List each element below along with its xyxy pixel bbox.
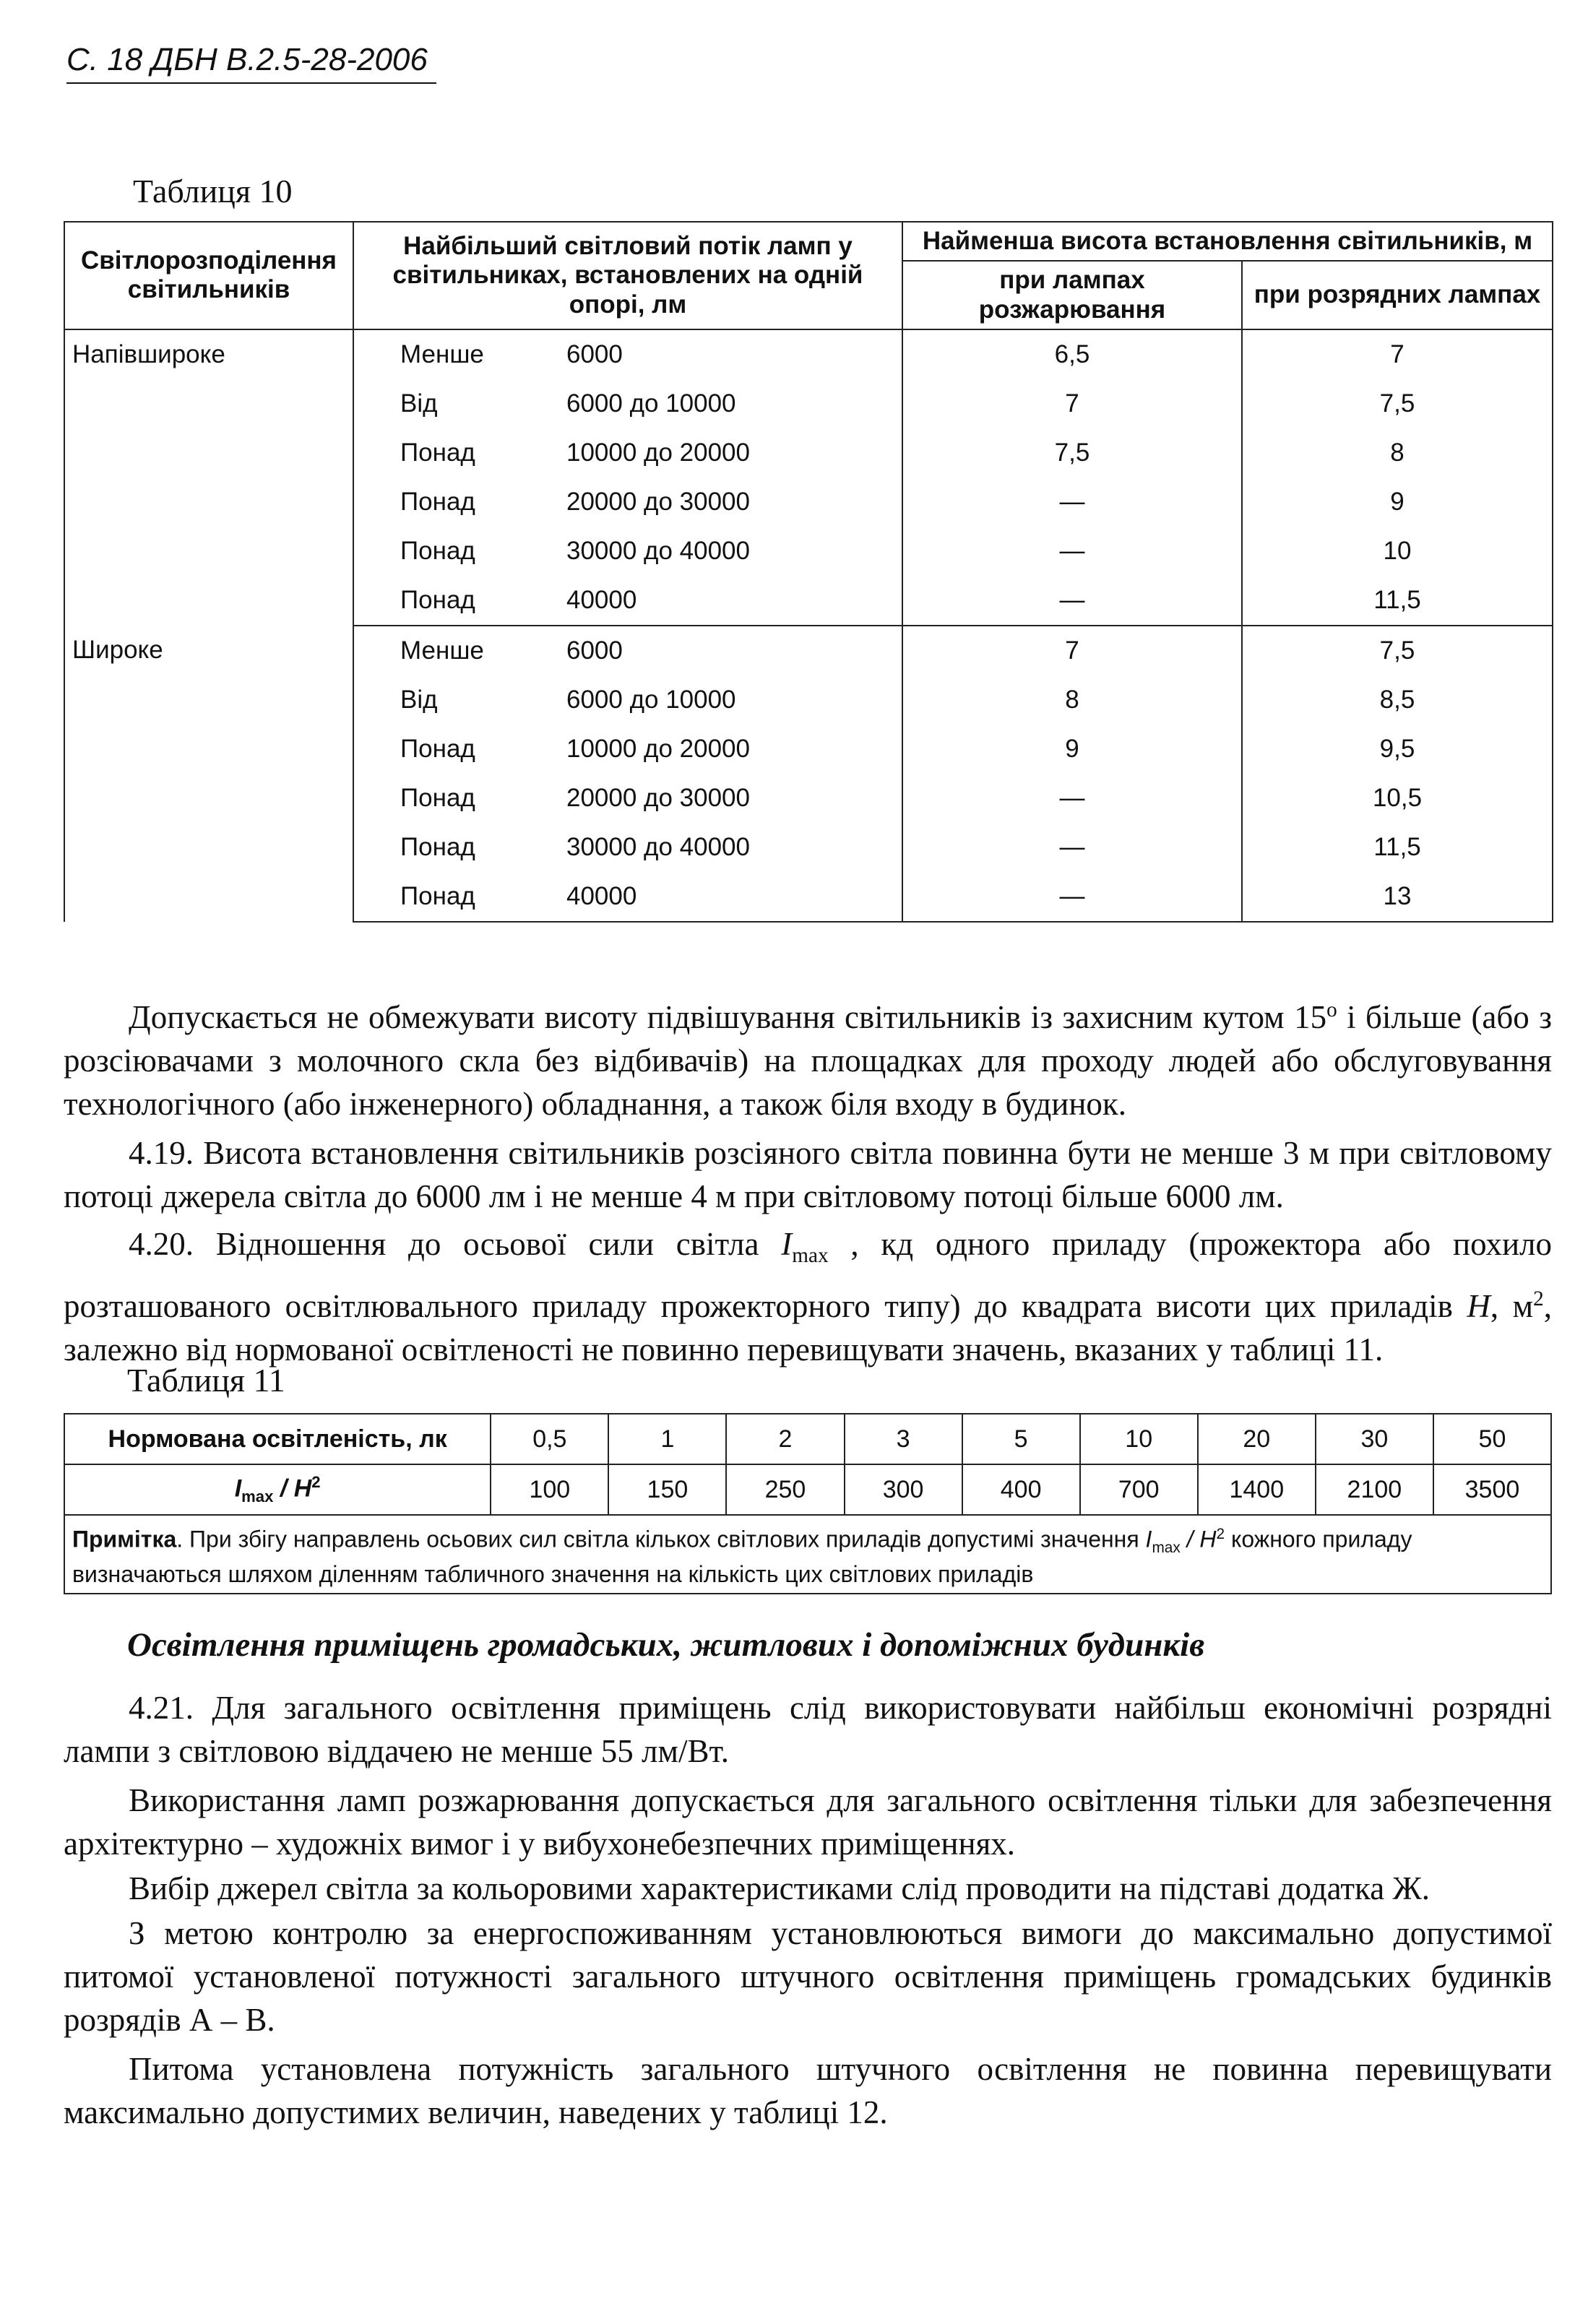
t10-flux-prefix: Менше	[400, 340, 484, 368]
t10-group-name: Напівшироке	[64, 329, 353, 626]
t11-illuminance-value: 30	[1316, 1414, 1433, 1464]
paragraph-energy-control: З метою контролю за енергоспоживанням установлюються вимоги до максимально допустимої питомої установленої потужності загального штучного освітлення приміщень громадських будинків розрядів А – В.	[64, 1915, 1552, 2038]
t10-height-dis: 9,5	[1242, 725, 1553, 774]
t10-group-name: Широке	[64, 626, 353, 922]
t10-height-dis: 7	[1242, 329, 1553, 379]
t10-header-height: Найменша висота встановлення світильників, м	[902, 222, 1553, 261]
t10-flux-range: 6000 до 10000	[566, 389, 736, 418]
t10-flux-prefix: Понад	[400, 536, 475, 565]
paragraph-color-choice: Вибір джерел світла за кольоровими характеристиками слід проводити на підставі додатка Ж.	[129, 1870, 1431, 1906]
t10-flux-cell	[353, 823, 902, 872]
paragraph-mounting-height: Допускається не обмежувати висоту підвішування світильників із захисним кутом 15$^o$ і більше (або з розсіювачами з молочного скла без відбивачів) на площадках для проходу людей або обслуговування технологічного (або інженерного) обладнання, а також біля входу в будинок.	[64, 998, 1552, 1122]
t10-height-inc: —	[902, 774, 1242, 823]
t10-flux-range: 6000 до 10000	[566, 685, 736, 714]
t10-flux-cell	[353, 428, 902, 478]
t10-height-inc: 7	[902, 379, 1242, 428]
t11-illuminance-value: 5	[962, 1414, 1080, 1464]
t11-illuminance-value: 20	[1198, 1414, 1316, 1464]
t10-flux-cell	[353, 872, 902, 922]
t10-height-inc: 9	[902, 725, 1242, 774]
t10-height-inc: —	[902, 527, 1242, 576]
t11-illuminance-value: 10	[1080, 1414, 1198, 1464]
t11-ratio-value: 250	[726, 1464, 844, 1515]
t11-note: Примітка. При збігу направлень осьових сил світла кількох світлових приладів допустимі значення $I_{max} / H^2$ кожного приладу визначаються шляхом діленням табличного значення на кількість цих світлових приладів	[64, 1515, 1551, 1594]
t10-header-flux: Найбільший світловий потік ламп у світильниках, встановлених на одній опорі, лм	[353, 222, 902, 329]
t10-flux-cell	[353, 478, 902, 527]
t10-flux-prefix: Понад	[400, 487, 475, 516]
t11-ratio-value: 300	[845, 1464, 962, 1515]
t10-flux-prefix: Менше	[400, 636, 484, 665]
table-row	[64, 626, 1553, 675]
t10-flux-range: 10000 до 20000	[566, 438, 750, 467]
t10-height-dis: 8,5	[1242, 675, 1553, 725]
t10-flux-cell	[353, 379, 902, 428]
t10-height-dis: 10	[1242, 527, 1553, 576]
t10-header-discharge: при розрядних лампах	[1242, 261, 1553, 329]
t10-header-incandescent: при лампах розжарювання	[902, 261, 1242, 329]
t10-height-dis: 7,5	[1242, 379, 1553, 428]
t10-flux-prefix: Понад	[400, 783, 475, 812]
t11-ratio-value: 2100	[1316, 1464, 1433, 1515]
t10-flux-prefix: Від	[400, 389, 438, 418]
t11-label-illuminance: Нормована освітленість, лк	[64, 1414, 491, 1464]
paragraph-incandescent: Використання ламп розжарювання допускається для загального освітлення тільки для забезпечення архітектурно – художніх вимог і у вибухонебезпечних приміщеннях.	[64, 1782, 1552, 1862]
t10-header-distribution: Світлорозподілення світильників	[64, 222, 353, 329]
t10-flux-range: 30000 до 40000	[566, 832, 750, 861]
table-10	[64, 221, 1553, 923]
table11-caption: Таблиця 11	[127, 1362, 285, 1399]
t10-flux-prefix: Понад	[400, 881, 475, 910]
table-row	[64, 329, 1553, 379]
t10-flux-prefix: Понад	[400, 585, 475, 614]
t10-flux-range: 6000	[566, 340, 623, 368]
t11-ratio-value: 1400	[1198, 1464, 1316, 1515]
t10-flux-range: 40000	[566, 881, 637, 910]
t11-illuminance-value: 50	[1433, 1414, 1551, 1464]
t11-ratio-value: 150	[608, 1464, 726, 1515]
t10-height-inc: —	[902, 478, 1242, 527]
t10-flux-cell	[353, 527, 902, 576]
t10-flux-range: 20000 до 30000	[566, 783, 750, 812]
t10-flux-cell	[353, 774, 902, 823]
t10-height-inc: —	[902, 576, 1242, 626]
t10-flux-range: 20000 до 30000	[566, 487, 750, 516]
t10-flux-prefix: Від	[400, 685, 438, 714]
t11-illuminance-value: 1	[608, 1414, 726, 1464]
paragraph-4-21: 4.21. Для загального освітлення приміщень слід використовувати найбільш економічні розрядні лампи з світловою віддачею не менше 55 лм/Вт.	[64, 1690, 1552, 1769]
t10-height-dis: 11,5	[1242, 823, 1553, 872]
t10-flux-range: 6000	[566, 636, 623, 665]
t10-height-dis: 8	[1242, 428, 1553, 478]
t11-label-ratio: $I_{max} / H^2$	[64, 1464, 491, 1515]
t10-flux-cell	[353, 329, 902, 379]
section-title: Освітлення приміщень громадських, житлових і допоміжних будинків	[127, 1626, 1205, 1664]
paragraph-4-19: 4.19. Висота встановлення світильників розсіяного світла повинна бути не менше 3 м при світловому потоці джерела світла до 6000 лм і не менше 4 м при світловому потоці більше 6000 лм.	[64, 1135, 1552, 1214]
t10-height-inc: 6,5	[902, 329, 1242, 379]
t10-height-inc: —	[902, 823, 1242, 872]
t10-height-dis: 10,5	[1242, 774, 1553, 823]
t10-flux-prefix: Понад	[400, 734, 475, 763]
t11-ratio-value: 100	[491, 1464, 608, 1515]
t10-flux-range: 30000 до 40000	[566, 536, 750, 565]
table10-caption: Таблиця 10	[133, 173, 293, 209]
t10-flux-cell	[353, 725, 902, 774]
t10-height-inc: —	[902, 872, 1242, 922]
t10-height-dis: 11,5	[1242, 576, 1553, 626]
t10-height-inc: 8	[902, 675, 1242, 725]
t10-height-dis: 7,5	[1242, 626, 1553, 675]
t11-ratio-value: 400	[962, 1464, 1080, 1515]
t10-flux-cell	[353, 576, 902, 626]
table-11	[64, 1413, 1552, 1594]
t11-ratio-value: 700	[1080, 1464, 1198, 1515]
t10-flux-range: 10000 до 20000	[566, 734, 750, 763]
page-header: С. 18 ДБН В.2.5-28-2006	[66, 42, 436, 84]
t10-height-inc: 7,5	[902, 428, 1242, 478]
t10-flux-range: 40000	[566, 585, 637, 614]
t11-illuminance-value: 2	[726, 1414, 844, 1464]
paragraph-4-20: 4.20. Відношення до осьової сили світла $I_{max}$ , кд одного приладу (прожектора або похило розташованого освітлювального приладу прожекторного типу) до квадрата висоти цих приладів H, $м^2$, залежно від нормованої освітленості не повинно перевищувати значень, вказаних у таблиці 11.	[64, 1226, 1552, 1368]
paragraph-specific-power: Питома установлена потужність загального штучного освітлення не повинна перевищувати максимально допустимих величин, наведених у таблиці 12.	[64, 2051, 1552, 2130]
t10-flux-prefix: Понад	[400, 438, 475, 467]
t10-flux-cell	[353, 626, 902, 675]
t10-flux-prefix: Понад	[400, 832, 475, 861]
t10-height-dis: 13	[1242, 872, 1553, 922]
t10-flux-cell	[353, 675, 902, 725]
t10-height-dis: 9	[1242, 478, 1553, 527]
t11-ratio-value: 3500	[1433, 1464, 1551, 1515]
t11-illuminance-value: 3	[845, 1414, 962, 1464]
t10-height-inc: 7	[902, 626, 1242, 675]
t11-illuminance-value: 0,5	[491, 1414, 608, 1464]
